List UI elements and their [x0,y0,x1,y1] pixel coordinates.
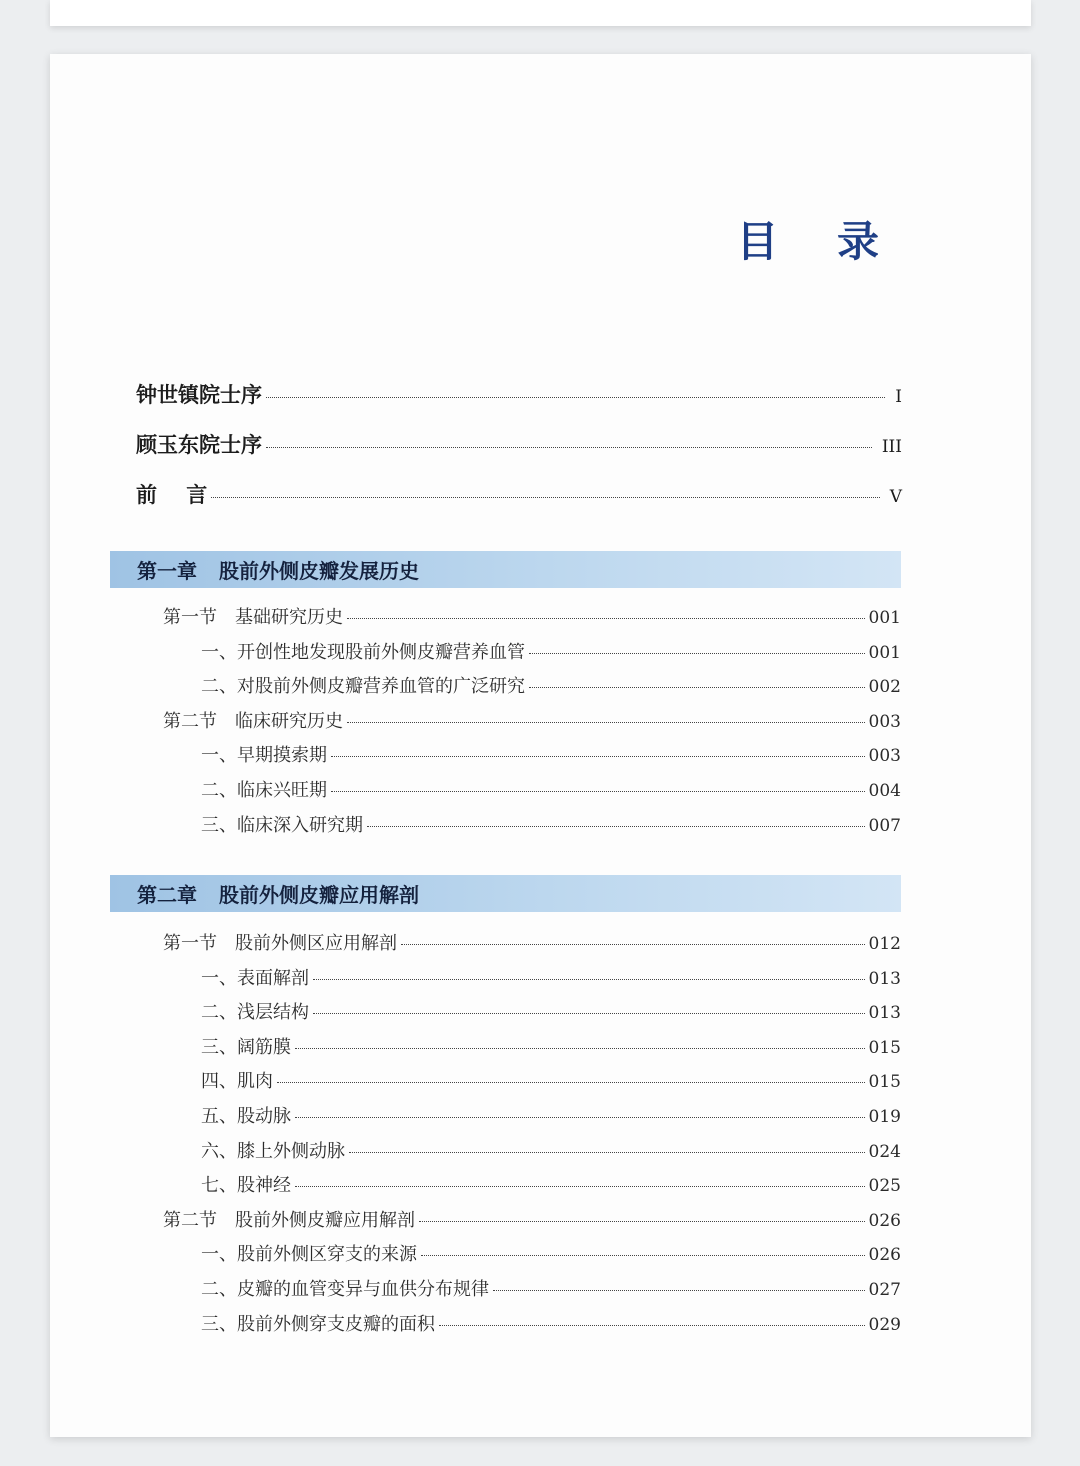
entry-label: 一、股前外侧区穿支的来源 [201,1244,417,1266]
toc-subentry[interactable] [163,1275,901,1310]
entry-label: 三、阔筋膜 [201,1036,291,1058]
dot-leader [266,447,872,448]
dot-leader [266,397,885,398]
page-number: 012 [868,934,901,954]
page-number: 007 [868,815,901,836]
page-number: 001 [868,608,901,628]
toc-subentry[interactable] [163,672,901,707]
page-number: 015 [868,1072,901,1093]
toc-page [50,54,1031,1437]
dot-leader [347,618,865,619]
page-number: 026 [868,1210,901,1231]
entry-label: 七、股神经 [201,1175,291,1197]
entry-label: 五、股动脉 [201,1105,291,1127]
dot-leader [421,1255,865,1256]
chapter-1-entries [163,603,901,845]
dot-leader [439,1325,865,1326]
dot-leader [331,791,865,792]
page-number: 004 [868,780,901,801]
chapter-number: 第二章 [137,883,197,907]
toc-subentry[interactable] [163,1067,901,1102]
preface-list [136,379,902,529]
chapter-2-heading[interactable] [110,875,901,912]
dot-leader [529,687,865,688]
page-number: V [889,487,902,507]
entry-label: 基础研究历史 [235,607,343,628]
dot-leader [349,1152,865,1153]
dot-leader [331,756,865,757]
dot-leader [347,722,865,723]
page-number: 013 [868,1003,901,1024]
dot-leader [295,1048,865,1049]
chapter-title: 股前外侧皮瓣应用解剖 [219,883,419,907]
preface-label: 顾玉东院士序 [136,433,262,457]
toc-section[interactable] [163,603,901,638]
preface-label: 钟世镇院士序 [136,383,262,407]
page-number: III [881,437,902,457]
preface-item[interactable] [136,429,902,479]
section-number: 第一节 [163,607,217,628]
page-title: 目 录 [736,217,901,266]
page-number: 013 [868,968,901,989]
page-number: 024 [868,1141,901,1162]
dot-leader [367,826,865,827]
section-number: 第二节 [163,1209,217,1231]
toc-section[interactable] [163,707,901,742]
page-number: 015 [868,1037,901,1058]
page-number: 002 [868,677,901,698]
page-number: I [895,387,902,407]
dot-leader [211,497,879,498]
entry-label: 二、临床兴旺期 [201,779,327,801]
toc-subentry[interactable] [163,741,901,776]
entry-label: 临床研究历史 [235,710,343,732]
previous-page-edge [50,0,1031,26]
page-number: 001 [868,642,901,663]
page-number: 003 [868,711,901,732]
preface-item[interactable] [136,479,902,529]
entry-label: 一、早期摸索期 [201,745,327,767]
toc-subentry[interactable] [163,638,901,673]
toc-section[interactable] [163,1206,901,1241]
toc-subentry[interactable] [163,776,901,811]
page-number: 025 [868,1176,901,1197]
page-number: 029 [868,1314,901,1335]
toc-subentry[interactable] [163,998,901,1033]
toc-subentry[interactable] [163,1171,901,1206]
page-number: 026 [868,1245,901,1266]
toc-subentry[interactable] [163,811,901,846]
section-number: 第二节 [163,710,217,732]
dot-leader [529,653,865,654]
preface-item[interactable] [136,379,902,429]
dot-leader [419,1221,865,1222]
page-number: 019 [868,1106,901,1127]
dot-leader [277,1082,865,1083]
entry-label: 三、股前外侧穿支皮瓣的面积 [201,1313,435,1335]
dot-leader [313,979,865,980]
chapter-1-heading[interactable] [110,551,901,588]
dot-leader [493,1290,865,1291]
chapter-number: 第一章 [137,559,197,583]
dot-leader [401,944,865,945]
entry-label: 六、膝上外侧动脉 [201,1140,345,1162]
entry-label: 二、皮瓣的血管变异与血供分布规律 [201,1278,489,1300]
entry-label: 二、浅层结构 [201,1002,309,1024]
page-number: 027 [868,1279,901,1300]
toc-subentry[interactable] [163,1033,901,1068]
chapter-title: 股前外侧皮瓣发展历史 [219,559,419,583]
toc-subentry[interactable] [163,1310,901,1345]
toc-subentry[interactable] [163,1137,901,1172]
toc-subentry[interactable] [163,1102,901,1137]
chapter-2-entries [163,929,901,1344]
entry-label: 三、临床深入研究期 [201,814,363,836]
dot-leader [313,1013,865,1014]
entry-label: 四、肌肉 [201,1071,273,1093]
entry-label: 二、对股前外侧皮瓣营养血管的广泛研究 [201,676,525,698]
toc-subentry[interactable] [163,1240,901,1275]
entry-label: 一、开创性地发现股前外侧皮瓣营养血管 [201,641,525,663]
section-number: 第一节 [163,933,217,954]
entry-label: 股前外侧皮瓣应用解剖 [235,1209,415,1231]
toc-subentry[interactable] [163,964,901,999]
preface-label: 前 言 [136,483,208,507]
entry-label: 股前外侧区应用解剖 [235,933,397,954]
dot-leader [295,1186,865,1187]
dot-leader [295,1117,865,1118]
page-number: 003 [868,746,901,767]
toc-section[interactable] [163,929,901,964]
entry-label: 一、表面解剖 [201,967,309,989]
